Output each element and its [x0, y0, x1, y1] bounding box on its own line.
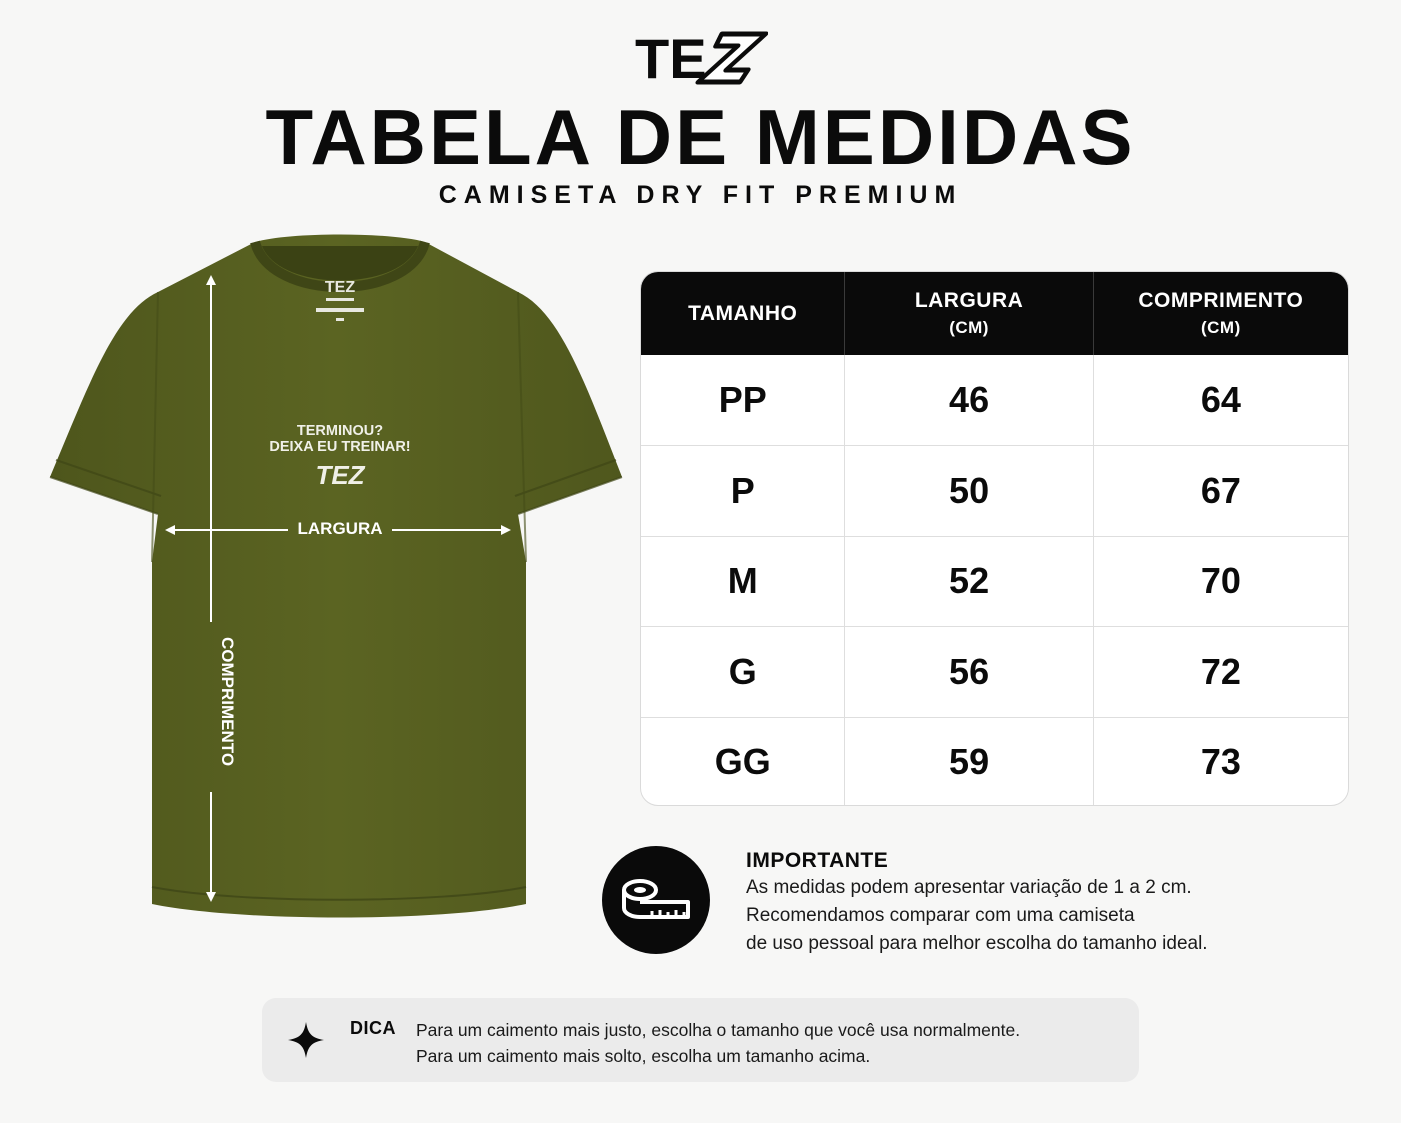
tip-text	[416, 1017, 1020, 1069]
width-cell: 50	[844, 446, 1092, 535]
width-cell: 59	[844, 718, 1092, 806]
tip-label: DICA	[350, 1018, 396, 1038]
table-row	[641, 355, 1348, 445]
sparkle-icon	[288, 1022, 324, 1058]
important-note	[746, 848, 1346, 958]
table-body	[641, 355, 1348, 806]
width-cell: 56	[844, 627, 1092, 716]
tip-line: Para um caimento mais justo, escolha o tamanho que você usa normalmente.	[416, 1020, 1021, 1040]
length-cell: 72	[1093, 627, 1348, 716]
size-cell: PP	[718, 379, 767, 421]
important-title: IMPORTANTE	[746, 849, 889, 872]
table-row	[641, 445, 1348, 535]
tshirt-illustration	[40, 232, 640, 932]
important-line: Recomendamos comparar com uma camiseta	[746, 905, 1135, 926]
page-title: TABELA DE MEDIDAS	[265, 93, 1136, 181]
brand-logo-te: TE	[635, 27, 707, 86]
table-header	[641, 272, 1348, 355]
measuring-tape-icon	[602, 846, 710, 954]
print-brand: TEZ	[315, 460, 365, 490]
table-row	[641, 626, 1348, 716]
width-cell: 46	[844, 355, 1092, 445]
important-line: de uso pessoal para melhor escolha do tamanho ideal.	[746, 933, 1208, 954]
size-cell: P	[730, 470, 755, 512]
width-cell: 52	[844, 537, 1092, 626]
size-cell: M	[727, 560, 758, 602]
size-cell: GG	[714, 741, 771, 783]
brand-logo	[633, 24, 768, 86]
header-size: TAMANHO	[688, 301, 798, 325]
table-row	[641, 717, 1348, 806]
header-width: LARGURA (CM)	[844, 272, 1092, 355]
length-cell: 67	[1093, 446, 1348, 535]
important-line: As medidas podem apresentar variação de 1 a 2 cm.	[746, 877, 1192, 898]
length-cell: 70	[1093, 537, 1348, 626]
tip-box	[262, 998, 1139, 1082]
print-line-1: TERMINOU?	[296, 423, 384, 439]
print-line-2: DEIXA EU TREINAR!	[269, 439, 411, 455]
page-subtitle: CAMISETA DRY FIT PREMIUM	[438, 181, 963, 209]
length-cell: 64	[1093, 355, 1348, 445]
length-label: COMPRIMENTO	[218, 637, 237, 767]
tshirt-body	[50, 235, 622, 918]
table-row	[641, 536, 1348, 626]
size-table	[640, 271, 1349, 806]
length-cell: 73	[1093, 718, 1348, 806]
width-label: LARGURA	[297, 519, 383, 538]
header-length: COMPRIMENTO (CM)	[1093, 272, 1348, 355]
tip-line: Para um caimento mais solto, escolha um tamanho acima.	[416, 1046, 871, 1066]
size-cell: G	[728, 650, 757, 692]
neck-label-brand: TEZ	[324, 279, 356, 296]
